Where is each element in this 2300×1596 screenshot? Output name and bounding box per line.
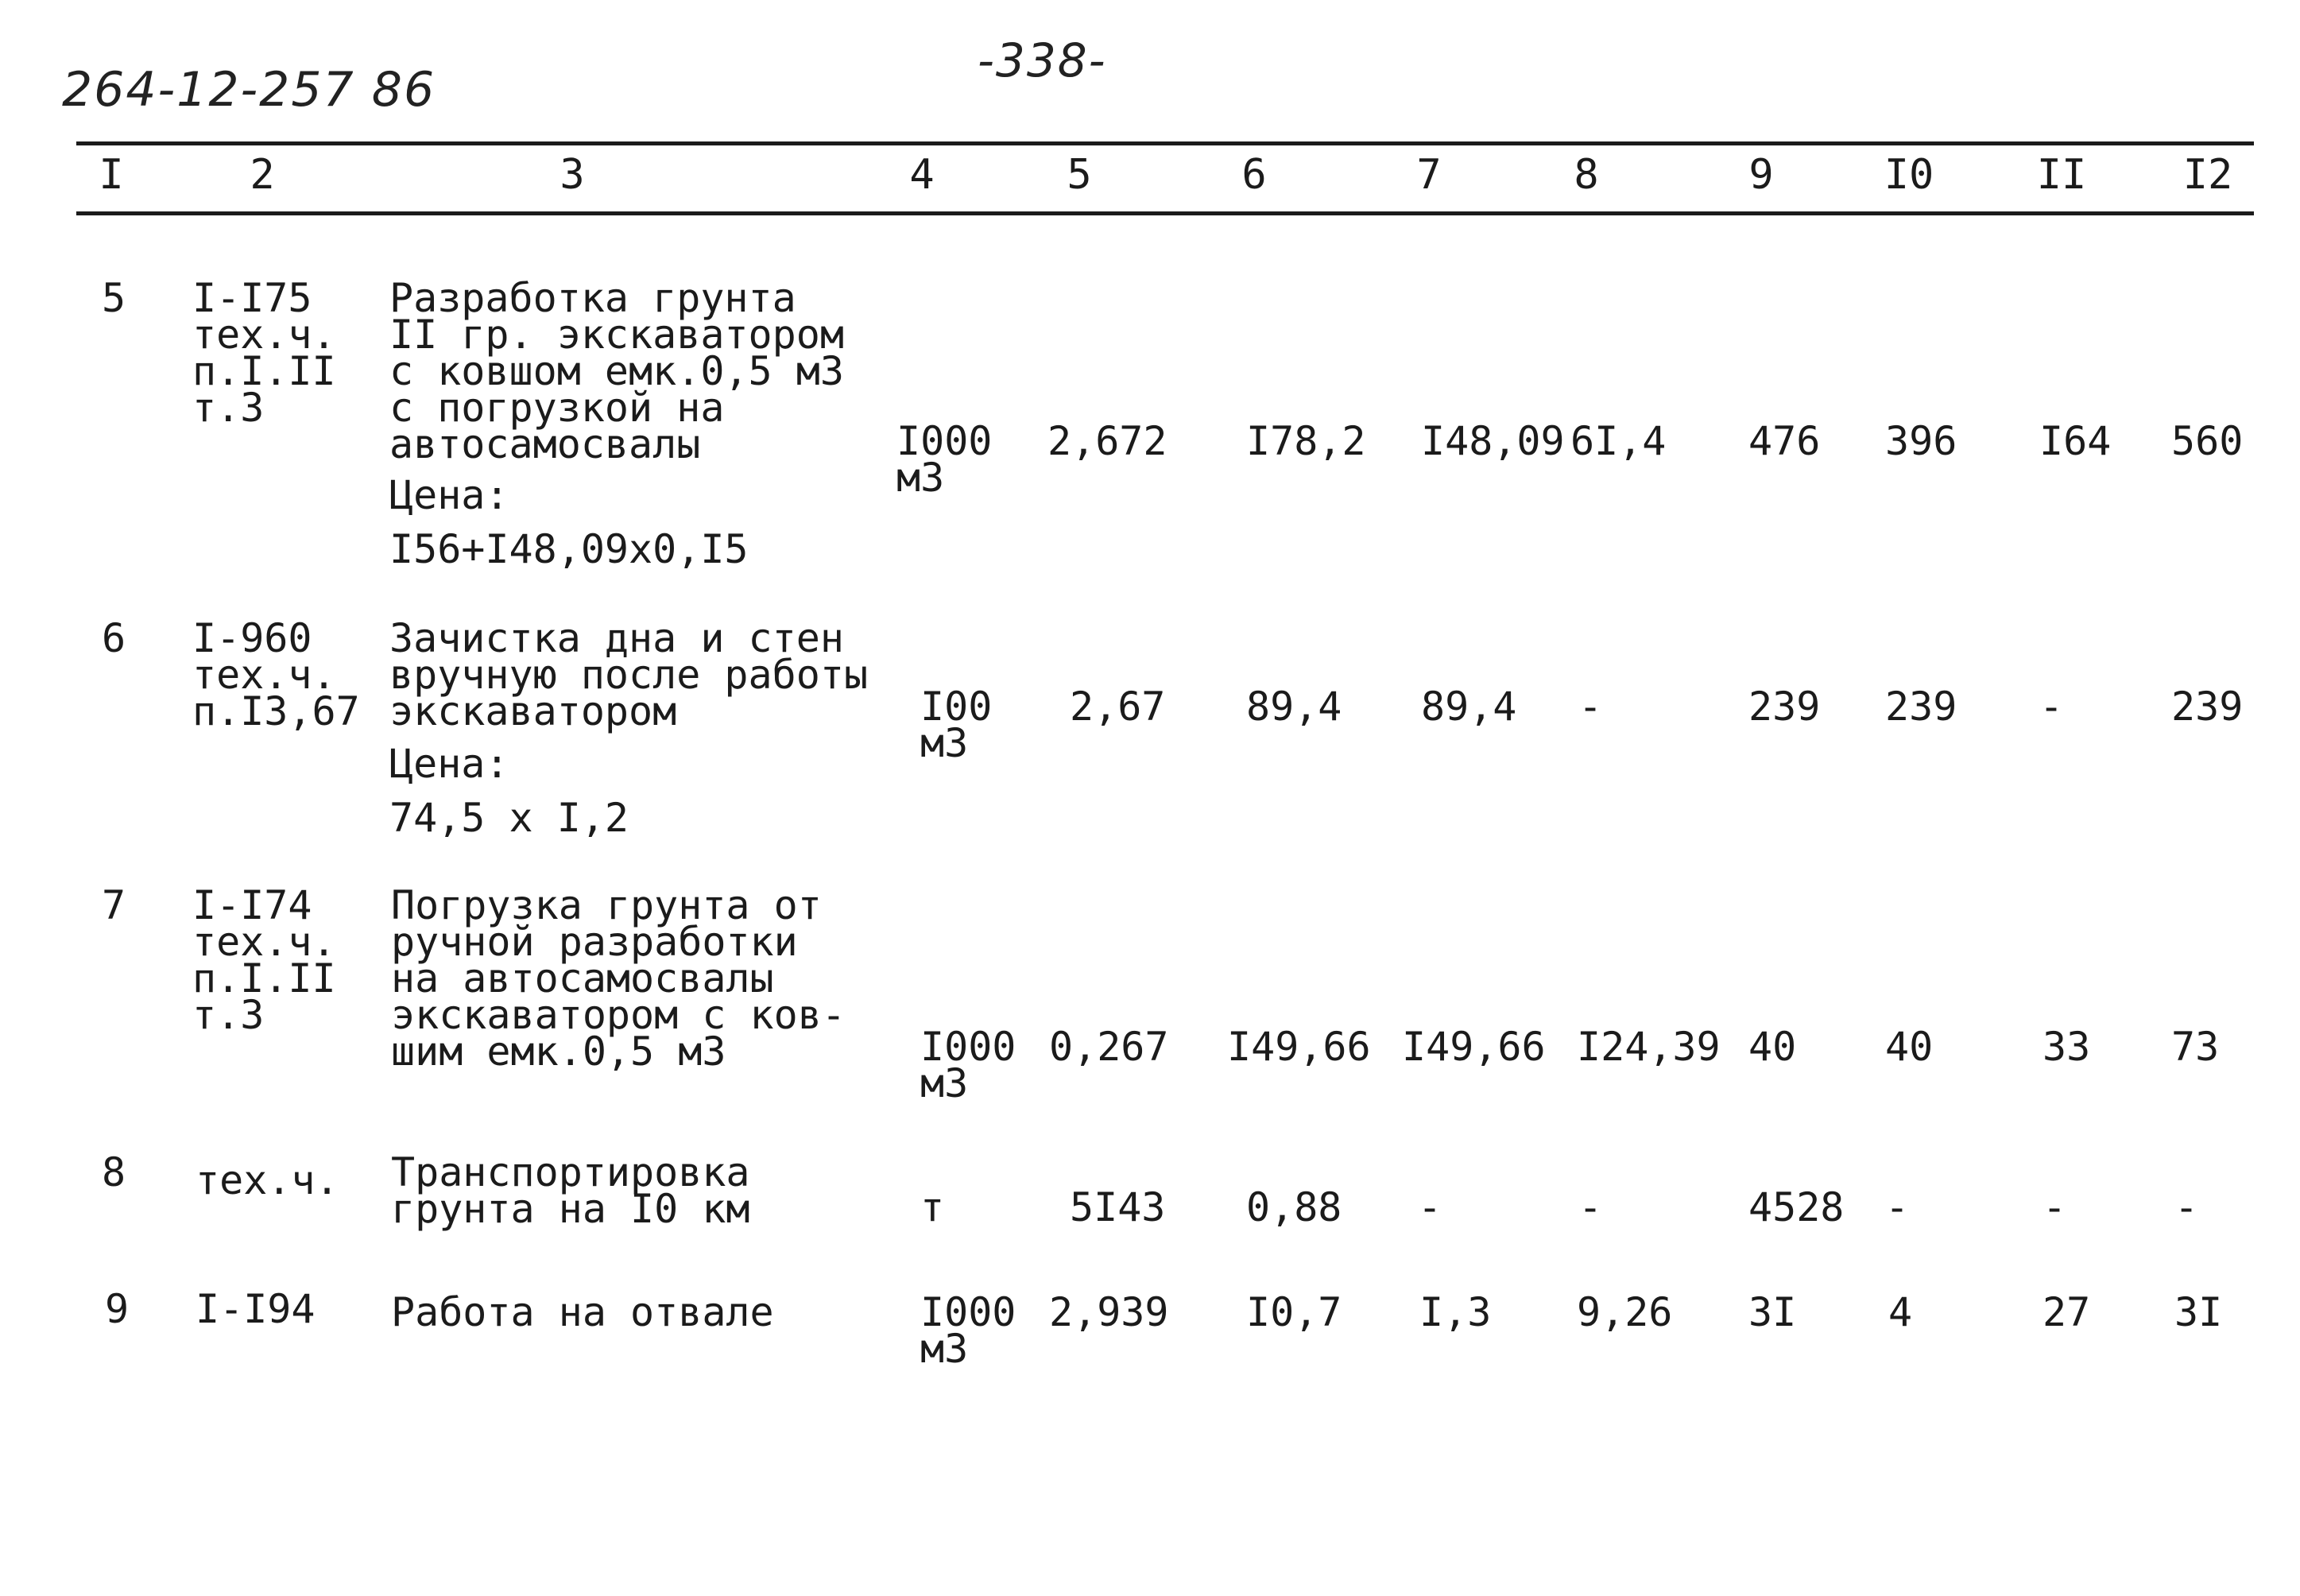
row-number: 8 <box>102 1149 126 1195</box>
unit: I000 м3 <box>920 1289 1016 1372</box>
column-header: 3 <box>560 151 585 199</box>
norm-code: I-I75 тех.ч. п.I.II т.3 <box>192 275 336 431</box>
value-col9: 3I <box>1748 1289 1797 1335</box>
price-formula: 74,5 х I,2 <box>389 795 629 841</box>
norm-code: I-I74 тех.ч. п.I.II т.3 <box>192 882 336 1038</box>
unit: I00 м3 <box>920 684 993 766</box>
value-col10: 4 <box>1888 1289 1913 1335</box>
work-description: Транспортировка грунта на I0 км <box>391 1149 750 1232</box>
value-col10: 396 <box>1885 418 1957 464</box>
price-formula: I56+I48,09х0,I5 <box>389 526 749 572</box>
column-header: I2 <box>2182 151 2233 199</box>
value-col12: 239 <box>2171 684 2244 730</box>
value-col12: 560 <box>2171 418 2244 464</box>
unit: I000 м3 <box>896 418 993 501</box>
value-col8: I24,39 <box>1577 1024 1721 1070</box>
column-header: II <box>2036 151 2087 199</box>
column-header: 4 <box>909 151 935 199</box>
work-description: Работа на отвале <box>391 1289 774 1335</box>
value-col7: I49,66 <box>1402 1024 1546 1070</box>
work-description: Погрузка грунта от ручной разработки на автосамосвалы экскаватором с ков- шим емк.0,5 м3 <box>391 882 846 1075</box>
value-col9: 239 <box>1748 684 1821 730</box>
value-col8: 9,26 <box>1577 1289 1673 1335</box>
value-col6: I78,2 <box>1246 418 1366 464</box>
norm-code: тех.ч. <box>196 1157 339 1203</box>
value-col7: 89,4 <box>1421 684 1517 730</box>
column-header: 9 <box>1748 151 1774 199</box>
value-col12: 73 <box>2171 1024 2220 1070</box>
row-number: 7 <box>102 882 126 928</box>
row-number: 5 <box>102 275 126 321</box>
quantity: 0,267 <box>1049 1024 1169 1070</box>
value-col12: 3I <box>2174 1289 2223 1335</box>
value-col11: - <box>2043 1184 2067 1230</box>
value-col11: 33 <box>2043 1024 2091 1070</box>
column-header: 8 <box>1574 151 1599 199</box>
value-col8: - <box>1578 684 1603 730</box>
value-col11: 27 <box>2043 1289 2091 1335</box>
quantity: 2,672 <box>1047 418 1167 464</box>
value-col7: - <box>1418 1184 1442 1230</box>
quantity: 5I43 <box>1070 1184 1166 1230</box>
unit: I000 м3 <box>920 1024 1016 1106</box>
value-col6: 89,4 <box>1246 684 1342 730</box>
value-col11: I64 <box>2039 418 2112 464</box>
value-col10: - <box>1885 1184 1910 1230</box>
column-header: 5 <box>1067 151 1092 199</box>
value-col11: - <box>2039 684 2064 730</box>
column-header: I <box>99 151 124 199</box>
work-description: Разработка грунта II гр. экскаватором с ковшом емк.0,5 м3 с погрузкой на автосамосвалы <box>389 275 844 467</box>
column-header: 6 <box>1241 151 1267 199</box>
header-bottom-rule <box>76 211 2254 215</box>
work-description: Зачистка дна и стен вручную после работы экскаватором <box>389 615 869 734</box>
value-col6: I0,7 <box>1246 1289 1342 1335</box>
column-header: I0 <box>1884 151 1934 199</box>
document-number: 264-12-257 86 <box>62 62 436 118</box>
unit: т <box>920 1184 945 1230</box>
quantity: 2,939 <box>1049 1289 1169 1335</box>
page-number: -338- <box>978 33 1107 87</box>
value-col9: 4528 <box>1748 1184 1845 1230</box>
value-col6: 0,88 <box>1246 1184 1342 1230</box>
value-col7: I,3 <box>1419 1289 1492 1335</box>
value-col9: 476 <box>1748 418 1821 464</box>
column-header: 7 <box>1416 151 1442 199</box>
value-col10: 239 <box>1885 684 1957 730</box>
header-top-rule <box>76 141 2254 145</box>
norm-code: I-960 тех.ч. п.I3,67 <box>192 615 360 734</box>
price-label: Цена: <box>389 472 509 518</box>
column-header: 2 <box>250 151 275 199</box>
norm-code: I-I94 <box>196 1286 316 1332</box>
value-col7: I48,09 <box>1421 418 1565 464</box>
value-col8: - <box>1578 1184 1603 1230</box>
value-col6: I49,66 <box>1227 1024 1371 1070</box>
quantity: 2,67 <box>1070 684 1166 730</box>
value-col8: 6I,4 <box>1570 418 1667 464</box>
value-col9: 40 <box>1748 1024 1797 1070</box>
row-number: 6 <box>102 615 126 661</box>
value-col12: - <box>2174 1184 2199 1230</box>
value-col10: 40 <box>1885 1024 1934 1070</box>
row-number: 9 <box>105 1286 130 1332</box>
price-label: Цена: <box>389 741 509 787</box>
